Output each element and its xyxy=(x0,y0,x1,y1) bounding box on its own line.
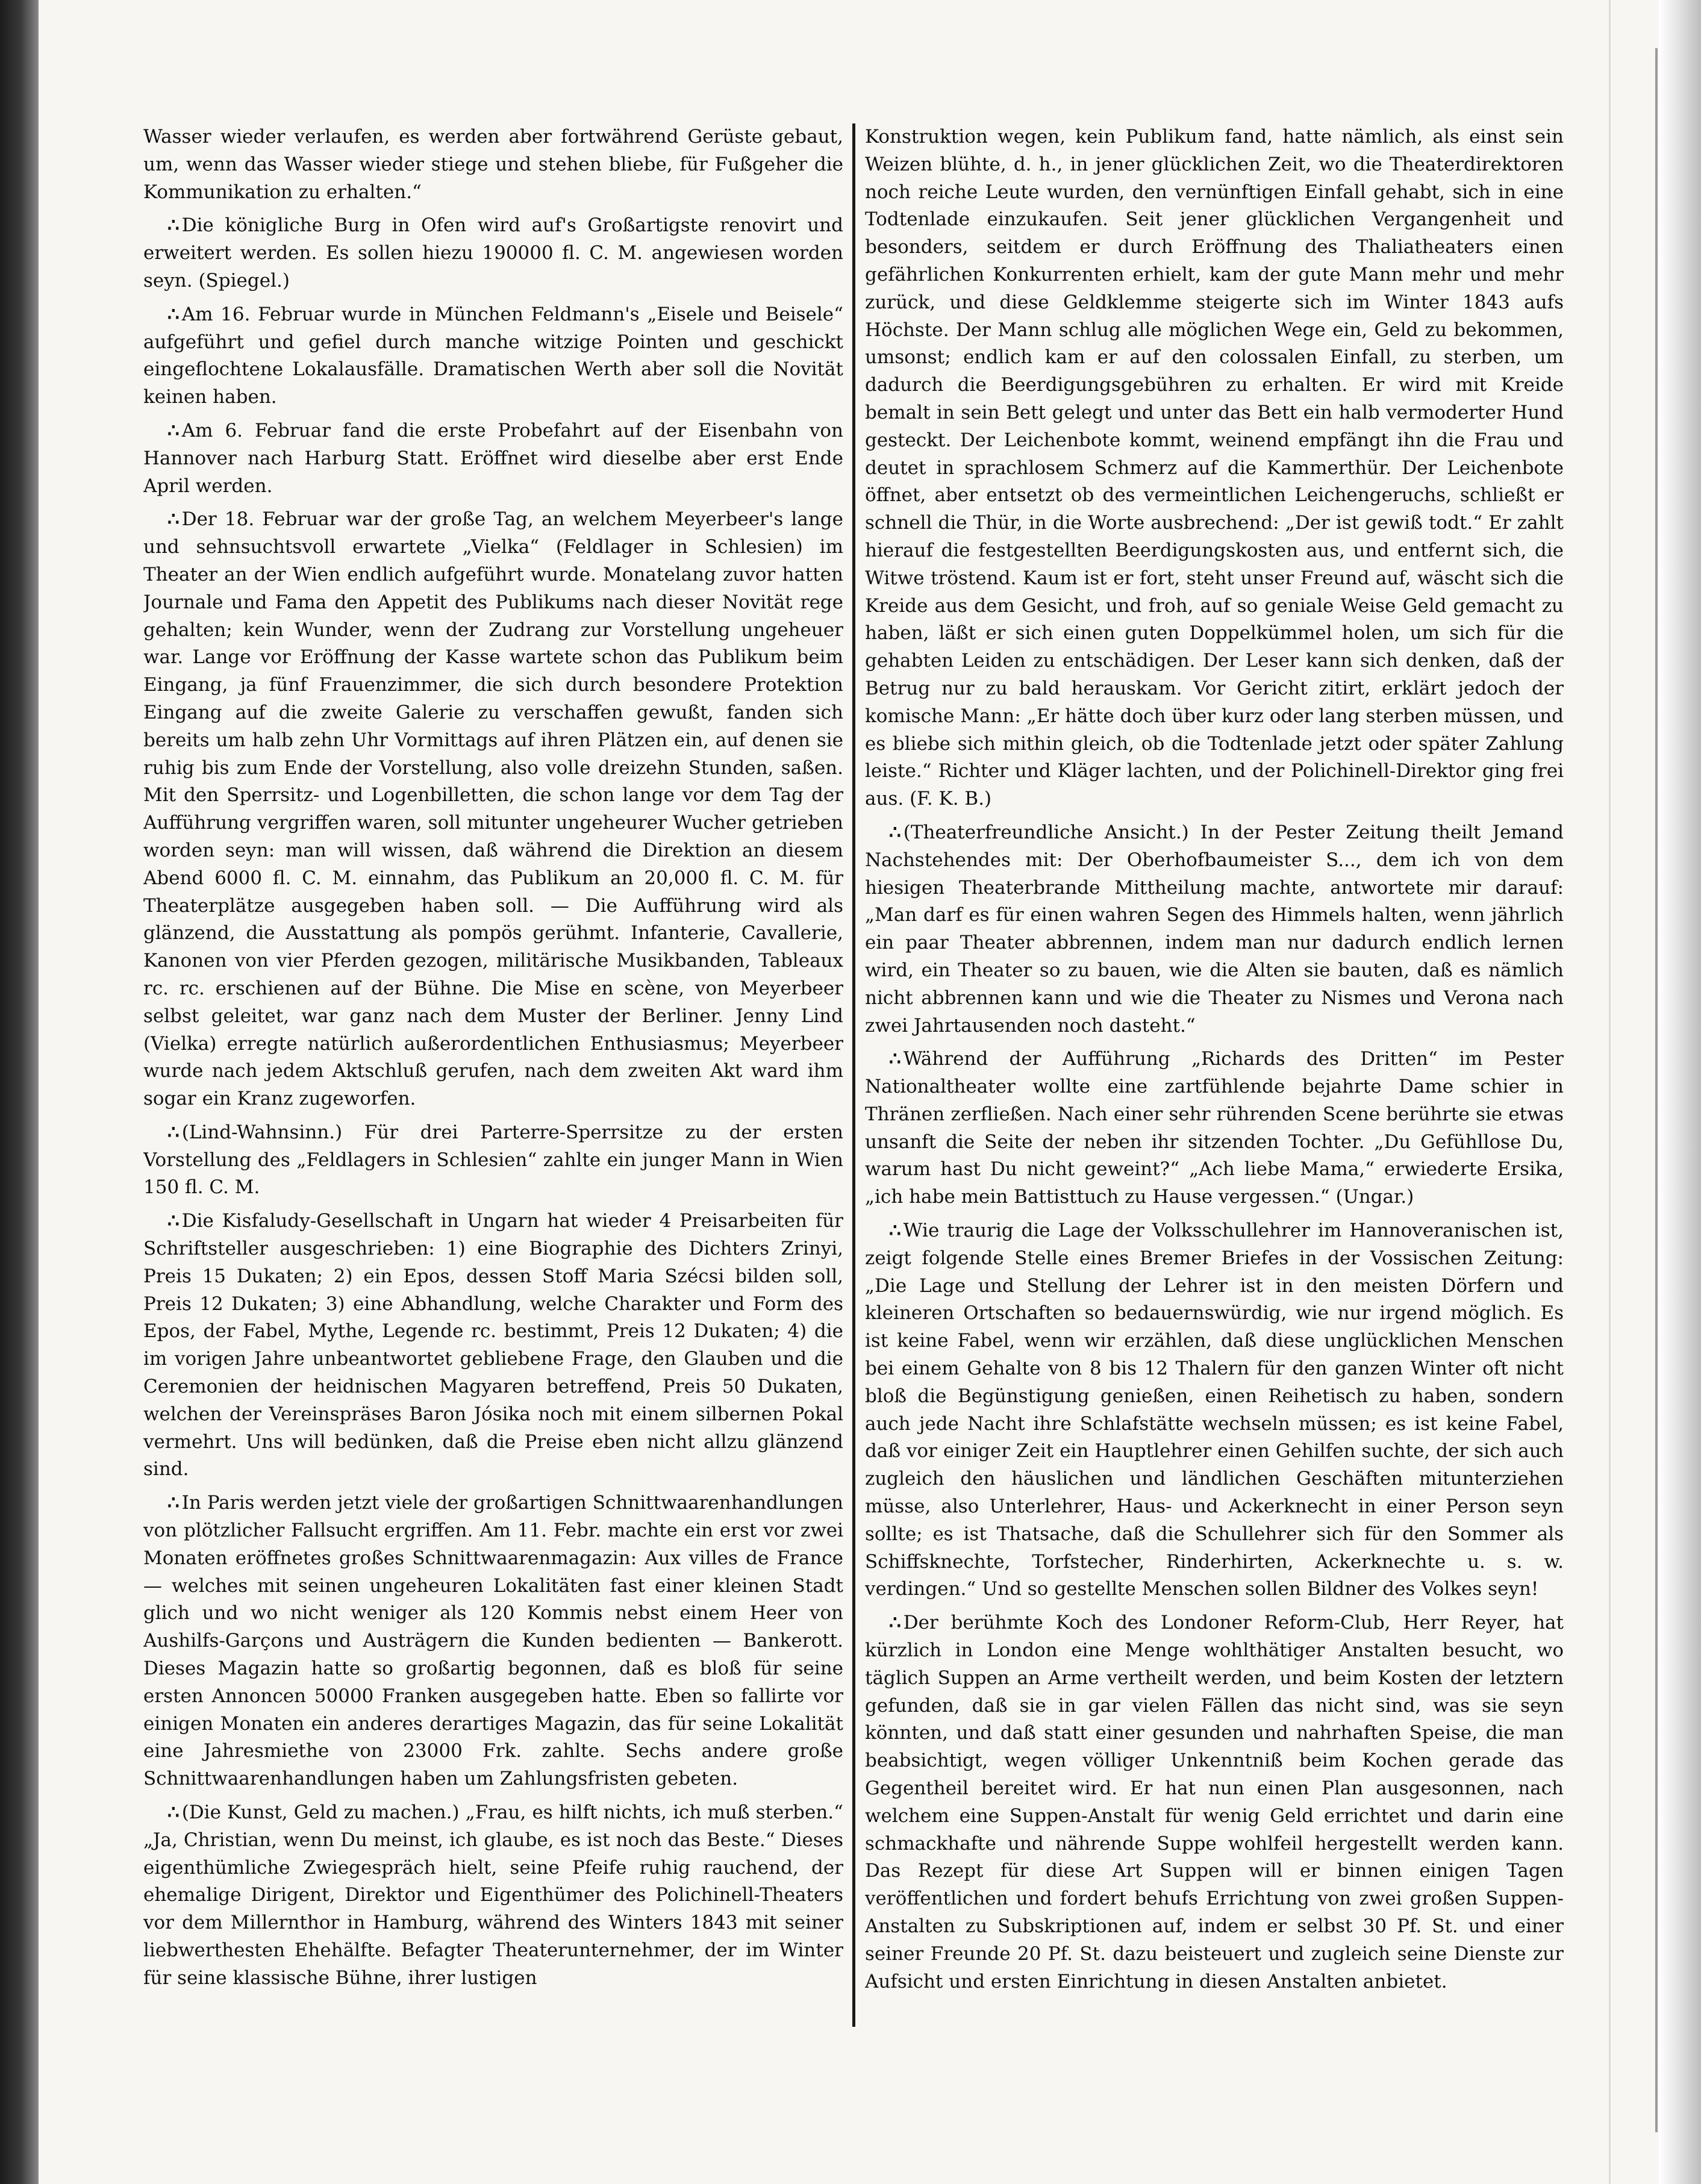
separator-glyph: ∴ xyxy=(167,1121,178,1143)
article-lind-madness xyxy=(143,1119,843,1202)
article-kisfaludy-prizes xyxy=(143,1208,843,1484)
article-art-of-money xyxy=(143,1799,843,1992)
page-fold-line xyxy=(1609,0,1611,2184)
article-munich-eisele xyxy=(143,301,843,411)
article-text: (Lind-Wahnsinn.) Für drei Parterre-Sperrsitze zu der ersten Vorstellung des „Feldlagers in Schlesien“ zahlte ein junger Mann in Wien 150 fl. C. M. xyxy=(143,1121,843,1199)
article-paris-shops xyxy=(143,1490,843,1793)
column-rule xyxy=(852,123,855,2027)
separator-glyph: ∴ xyxy=(889,821,900,843)
separator-glyph: ∴ xyxy=(889,1220,900,1242)
article-text: Wie traurig die Lage der Volksschullehrer im Hannoveranischen ist, zeigt folgende Stelle eines Bremer Briefes in der Vossischen Zeitung: „Die Lage und Stellung der Lehrer ist in den meisten Dörfern und kleineren Ortschaften so bedauernswürdig, wie nur irgend möglich. Es ist keine Fabel, wenn wir erzählen, daß diese unglücklichen Menschen bei einem Gehalte von 8 bis 12 Thalern für den ganzen Winter oft nicht bloß die Begünstigung genießen, einen Reihetisch zu haben, sondern auch jede Nacht ihre Schlafstätte wechseln müssen; es ist keine Fabel, daß vor einiger Zeit ein Hauptlehrer einen Gehilfen suchte, der sich auch zugleich den häuslichen und ländlichen Geschäften mitunterziehen müsse, also Unterlehrer, Haus- und Ackerknecht in einer Person seyn sollte; es ist Thatsache, daß die Schullehrer sich für den Sommer als Schiffsknechte, Torfstecher, Rinderhirten, Ackerknechte u. s. w. verdingen.“ Und so gestellte Menschen sollen Bildner des Volkes seyn! xyxy=(865,1220,1564,1600)
separator-glyph: ∴ xyxy=(167,303,178,325)
separator-glyph: ∴ xyxy=(889,1612,900,1634)
article-text: Am 16. Februar wurde in München Feldmann's „Eisele und Beisele“ aufgeführt und gefiel durch manche witzige Pointen und geschickt eingeflochtene Lokalausfälle. Dramatischen Werth aber soll die Novität keinen haben. xyxy=(143,303,843,408)
article-text: (Theaterfreundliche Ansicht.) In der Pester Zeitung theilt Jemand Nachstehendes mit: Der Oberhofbaumeister S..., dem ich von dem hiesigen Theaterbrande Mittheilung machte, antwortete mir darauf: „Man darf es für einen wahren Segen des Himmels halten, wenn jährlich ein paar Theater abbrennen, indem man nur dadurch endlich lernen wird, ein Theater so zu bauen, wie die Alten sie bauten, daß es nämlich nicht abbrennen kann und wie die Theater zu Nismes und Verona nach zwei Jahrtausenden noch dasteht.“ xyxy=(865,821,1564,1037)
article-text: In Paris werden jetzt viele der großartigen Schnittwaarenhandlungen von plötzlicher Fallsucht ergriffen. Am 11. Febr. machte ein erst vor zwei Monaten eröffnetes großes Schnittwaarenmagazin: Aux villes de France — welches mit seinen ungeheuren Lokalitäten fast einer kleinen Stadt glich und wo nicht weniger als 120 Kommis nebst einem Heer von Aushilfs-Garçons und Austrägern die Kunden bedienten — Bankerott. Dieses Magazin hatte so großartig begonnen, daß es bloß für seine ersten Annoncen 50000 Franken ausgegeben hatte. Eben so fallirte vor einigen Monaten ein anderes derartiges Magazin, das für seine Lokalität eine Jahresmiethe von 23000 Frk. zahlte. Sechs andere große Schnittwaarenhandlungen haben um Zahlungsfristen gebeten. xyxy=(143,1492,843,1790)
article-text: Der 18. Februar war der große Tag, an welchem Meyerbeer's lange und sehnsuchtsvoll erwartete „Vielka“ (Feldlager in Schlesien) im Theater an der Wien endlich aufgeführt wurde. Monatelang zuvor hatten Journale und Fama den Appetit des Publikums nach dieser Novität rege gehalten; kein Wunder, wenn der Zudrang zur Vorstellung ungeheuer war. Lange vor Eröffnung der Kasse wartete schon das Publikum beim Eingang, ja fünf Frauenzimmer, die sich durch besondere Protektion Eingang auf die zweite Galerie zu verschaffen gewußt, fanden sich bereits um halb zehn Uhr Vormittags auf ihren Plätzen ein, auf denen sie ruhig bis zum Ende der Vorstellung, also volle dreizehn Stunden, saßen. Mit den Sperrsitz- und Logenbilletten, die schon lange vor dem Tag der Aufführung vergriffen waren, soll mitunter ungeheurer Wucher getrieben worden seyn: man will wissen, daß während die Direktion an diesem Abend 6000 fl. C. M. einnahm, das Publikum an 20,000 fl. C. M. für Theaterplätze ausgegeben haben soll. — Die Aufführung wird als glänzend, die Ausstattung als pompös gerühmt. Infanterie, Cavallerie, Kanonen von vier Pferden gezogen, militärische Musikbanden, Tableaux rc. rc. erschienen auf der Bühne. Die Mise en scène, von Meyerbeer selbst geleitet, war ganz nach dem Muster der Berliner. Jenny Lind (Vielka) erregte natürlich außerordentlichen Enthusiasmus; Meyerbeer wurde nach jedem Aktschluß gerufen, nach dem zweiten Akt ward ihm sogar ein Kranz zugeworfen. xyxy=(143,508,843,1110)
article-theatre-view xyxy=(865,819,1564,1040)
separator-glyph: ∴ xyxy=(167,214,178,237)
scan-page-edge xyxy=(1659,0,1701,2184)
article-reform-club-cook xyxy=(865,1609,1564,1995)
separator-glyph: ∴ xyxy=(167,419,178,441)
article-railway-hannover xyxy=(143,417,843,500)
separator-glyph: ∴ xyxy=(167,1210,178,1232)
separator-glyph: ∴ xyxy=(167,1492,178,1514)
article-flood-continuation: Wasser wieder verlaufen, es werden aber fortwährend Gerüste gebaut, um, wenn das Wasser wieder stiege und stehen bliebe, für Fußgeher die Kommunikation zu erhalten.“ xyxy=(143,126,843,203)
article-text: Der berühmte Koch des Londoner Reform-Club, Herr Reyer, hat kürzlich in London eine Menge wohlthätiger Anstalten besucht, wo täglich Suppen an Arme vertheilt werden, und beim Kosten der letztern gefunden, daß sie in gar vielen Fällen das nicht sind, was sie seyn könnten, und daß statt einer gesunden und nahrhaften Speise, die man beabsichtigt, wegen völliger Unkenntniß beim Kochen gerade das Gegentheil bereitet wird. Er hat nun einen Plan ausgesonnen, nach welchem eine Suppen-Anstalt für wenig Geld errichtet und darin eine schmackhafte und nährende Suppe wohlfeil hergestellt werden kann. Das Rezept für diese Art Suppen will er binnen einigen Tagen veröffentlichen und fordert behufs Errichtung von zwei großen Suppen-Anstalten zu Subskriptionen auf, indem er selbst 30 Pf. St. und einer seiner Freunde 20 Pf. St. dazu beisteuert und zugleich seine Dienste zur Aufsicht und ersten Einrichtung in diesen Anstalten anbietet. xyxy=(865,1612,1564,1992)
article-text: Während der Aufführung „Richards des Dritten“ im Pester Nationaltheater wollte eine zartfühlende bejahrte Dame schier in Thränen zerfließen. Nach einer sehr rührenden Scene berührte sie etwas unsanft die Seite der neben ihr sitzenden Tochter. „Du Gefühllose Du, warum hast Du nicht geweint?“ „Ach liebe Mama,“ erwiederte Ersika, „ich habe mein Battisttuch zu Hause vergessen.“ (Ungar.) xyxy=(865,1048,1564,1208)
article-text: (Die Kunst, Geld zu machen.) „Frau, es hilft nichts, ich muß sterben.“ „Ja, Christian, wenn Du meinst, ich glaube, es ist noch das Beste.“ Dieses eigenthümliche Zwiegespräch hielt, seine Pfeife ruhig rauchend, der ehemalige Dirigent, Direktor und Eigenthümer des Polichinell-Theaters vor dem Millernthor in Hamburg, während des Winters 1843 mit seiner liebwerthesten Ehehälfte. Befagter Theaterunternehmer, der im Winter für seine klassische Bühne, ihrer lustigen xyxy=(143,1802,843,1989)
separator-glyph: ∴ xyxy=(167,1802,178,1824)
article-vielka-premiere xyxy=(143,506,843,1113)
scan-binding-edge xyxy=(0,0,39,2184)
article-art-of-money-continuation: Konstruktion wegen, kein Publikum fand, hatte nämlich, als einst sein Weizen blühte, d. h., in jener glücklichen Zeit, wo die Theaterdirektoren noch reiche Leute wurden, den vernünftigen Einfall gehabt, sich in eine Todtenlade einzukaufen. Seit jener glücklichen Vergangenheit und besonders, seitdem er durch Eröffnung des Thaliatheaters einen gefährlichen Konkurrenten erhielt, kam der gute Mann mehr und mehr zurück, und diese Geldklemme steigerte sich im Winter 1843 aufs Höchste. Der Mann schlug alle möglichen Wege ein, Geld zu bekommen, umsonst; endlich kam er auf den colossalen Einfall, zu sterben, um dadurch die Beerdigungsgebühren zu erhalten. Er wird mit Kreide bemalt in sein Bett gelegt und unter das Bett ein halb vermoderter Hund gesteckt. Der Leichenbote kommt, weinend empfängt ihn die Frau und deutet in sprachlosem Schmerz auf die Kammerthür. Der Leichenbote öffnet, aber entsetzt ob des vermeintlichen Leichengeruchs, schließt er schnell die Thür, in die Worte ausbrechend: „Der ist gewiß todt.“ Er zahlt hierauf die festgestellten Beerdigungskosten aus, und entfernt sich, die Witwe tröstend. Kaum ist er fort, steht unser Freund auf, wäscht sich die Kreide aus dem Gesicht, und froh, auf so geniale Weise Geld gemacht zu haben, läßt er sich einen guten Doppelkümmel holen, um sich für die gehabten Leiden zu entschädigen. Der Leser kann sich denken, daß der Betrug nur zu bald herauskam. Vor Gericht zitirt, erklärt jedoch der komische Mann: „Er hätte doch über kurz oder lang sterben müssen, und es bliebe sich mithin gleich, ob die Todtenlade jetzt oder später Zahlung leiste.“ Richter und Kläger lachten, und der Polichinell-Direktor ging frei aus. (F. K. B.) xyxy=(865,126,1564,810)
article-school-teachers xyxy=(865,1217,1564,1603)
left-column xyxy=(143,123,843,2117)
separator-glyph: ∴ xyxy=(167,508,178,531)
article-text: Die königliche Burg in Ofen wird auf's Großartigste renovirt und erweitert werden. Es sollen hiezu 190000 fl. C. M. angewiesen worden seyn. (Spiegel.) xyxy=(143,214,843,292)
article-ofen-castle xyxy=(143,212,843,295)
scan-edge-line xyxy=(1655,48,1658,2132)
article-text: Am 6. Februar fand die erste Probefahrt auf der Eisenbahn von Hannover nach Harburg Statt. Eröffnet wird dieselbe aber erst Ende April werden. xyxy=(143,419,843,497)
article-text: Die Kisfaludy-Gesellschaft in Ungarn hat wieder 4 Preisarbeiten für Schriftsteller ausgeschrieben: 1) eine Biographie des Dichters Zrinyi, Preis 15 Dukaten; 2) ein Epos, dessen Stoff Maria Szécsi bilden soll, Preis 12 Dukaten; 3) eine Abhandlung, welche Charakter und Form des Epos, der Fabel, Mythe, Legende rc. bestimmt, Preis 12 Dukaten; 4) die im vorigen Jahre unbeantwortet gebliebene Frage, den Glauben und die Ceremonien der heidnischen Magyaren betreffend, Preis 50 Dukaten, welchen der Vereinspräses Baron Jósika noch mit einem silbernen Pokal vermehrt. Uns will bedünken, daß die Preise eben nicht allzu glänzend sind. xyxy=(143,1210,843,1480)
article-richard-third xyxy=(865,1046,1564,1211)
separator-glyph: ∴ xyxy=(889,1048,900,1070)
right-column xyxy=(865,123,1564,2117)
